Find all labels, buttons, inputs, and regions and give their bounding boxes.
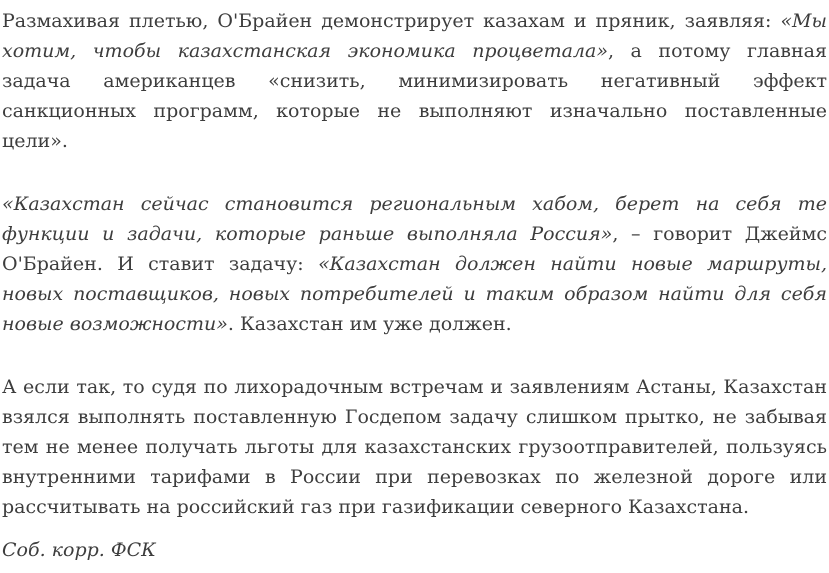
quote-text: «Мы хотим, чтобы казахстанская экономика процветала» — [2, 10, 827, 62]
paragraph-1 — [2, 6, 827, 156]
paragraph-3 — [2, 372, 827, 522]
text-segment: А если так, то судя по лихорадочным встречам и заявлениям Астаны, Казахстан взялся выполнять поставленную Госдепом задачу слишком прытко, не забывая тем не менее получать льготы для казахстанских грузоотправителей, пользуясь внутренними тарифами в России при перевозках по железной дороге или рассчитывать на российский газ при газификации северного Казахстана. — [2, 376, 827, 518]
paragraph-2 — [2, 189, 827, 339]
text-segment: , – говорит Джеймс О'Брайен. И ставит задачу: — [2, 223, 827, 275]
quote-text: «Казахстан сейчас становится региональным хабом, берет на себя те функции и задачи, которые раньше выполняла Россия» — [2, 193, 827, 245]
credit-text: Соб. корр. ФСК — [2, 539, 156, 561]
text-segment: . Казахстан им уже должен. — [227, 313, 512, 335]
text-segment: , а потому главная задача американцев «снизить, минимизировать негативный эффект санкционных программ, которые не выполняют изначально поставленные цели». — [2, 40, 827, 152]
quote-text: «Казахстан должен найти новые маршруты, новых поставщиков, новых потребителей и таким образом найти для себя новые возможности» — [2, 253, 827, 335]
text-segment: Размахивая плетью, О'Брайен демонстрирует казахам и пряник, заявляя: — [2, 10, 781, 32]
author-credit — [2, 535, 827, 565]
